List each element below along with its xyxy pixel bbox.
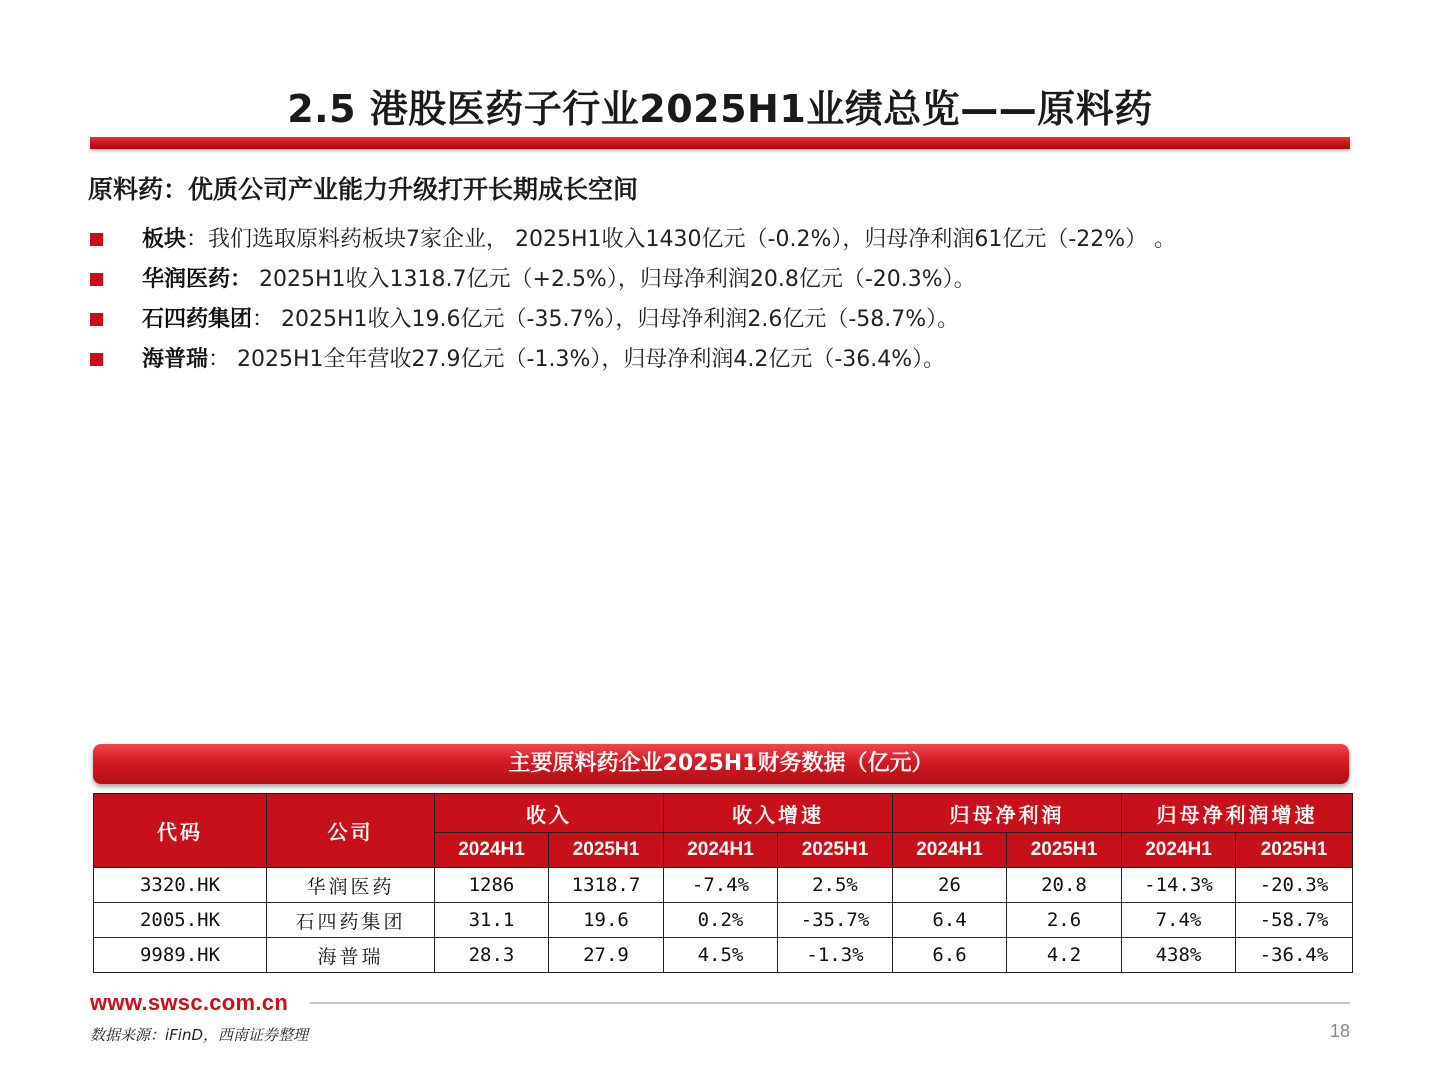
group-header-net-profit: 归母净利润 bbox=[893, 794, 1122, 833]
cell-value: 0.2% bbox=[664, 903, 778, 938]
bullet-label: 海普瑞 bbox=[142, 347, 209, 372]
period-header: 2025H1 bbox=[549, 833, 664, 868]
cell-value: 2.5% bbox=[778, 868, 893, 903]
cell-value: 7.4% bbox=[1122, 903, 1236, 938]
table-row bbox=[94, 938, 1353, 973]
cell-company: 石四药集团 bbox=[267, 903, 435, 938]
cell-code: 9989.HK bbox=[94, 938, 267, 973]
cell-value: -36.4% bbox=[1236, 938, 1353, 973]
cell-value: 1286 bbox=[435, 868, 549, 903]
group-header-net-profit-growth: 归母净利润增速 bbox=[1122, 794, 1353, 833]
cell-value: 27.9 bbox=[549, 938, 664, 973]
table-header-row bbox=[94, 794, 1353, 833]
period-header: 2025H1 bbox=[1236, 833, 1353, 868]
bullet-item bbox=[88, 222, 1358, 262]
cell-value: 20.8 bbox=[1007, 868, 1122, 903]
footer-logo-link[interactable]: www.swsc.com.cn bbox=[90, 990, 289, 1015]
cell-value: -1.3% bbox=[778, 938, 893, 973]
table-row bbox=[94, 868, 1353, 903]
cell-value: 19.6 bbox=[549, 903, 664, 938]
bullet-text: ： 2025H1收入19.6亿元（-35.7%），归母净利润2.6亿元（-58.7%）。 bbox=[252, 307, 960, 332]
period-header: 2025H1 bbox=[778, 833, 893, 868]
bullet-item bbox=[88, 342, 1358, 382]
cell-company: 海普瑞 bbox=[267, 938, 435, 973]
period-header: 2024H1 bbox=[893, 833, 1007, 868]
cell-value: 1318.7 bbox=[549, 868, 664, 903]
bullet-text: ： 2025H1全年营收27.9亿元（-1.3%），归母净利润4.2亿元（-36.4%）。 bbox=[208, 347, 946, 372]
group-header-revenue-growth: 收入增速 bbox=[664, 794, 893, 833]
table-row bbox=[94, 903, 1353, 938]
cell-code: 3320.HK bbox=[94, 868, 267, 903]
cell-value: 26 bbox=[893, 868, 1007, 903]
data-source-note: 数据来源：iFinD，西南证券整理 bbox=[90, 1026, 309, 1044]
bullet-label: 板块 bbox=[142, 227, 187, 252]
page-title: 2.5 港股医药子行业2025H1业绩总览——原料药 bbox=[287, 87, 1153, 131]
bullet-item bbox=[88, 262, 1358, 302]
cell-value: -20.3% bbox=[1236, 868, 1353, 903]
cell-company: 华润医药 bbox=[267, 868, 435, 903]
cell-value: -35.7% bbox=[778, 903, 893, 938]
bullet-square-icon bbox=[90, 233, 103, 246]
period-header: 2024H1 bbox=[1122, 833, 1236, 868]
page-number: 18 bbox=[1330, 1021, 1351, 1041]
footer-divider bbox=[310, 1002, 1350, 1004]
period-header: 2025H1 bbox=[1007, 833, 1122, 868]
bullet-text: 2025H1收入1318.7亿元（+2.5%），归母净利润20.8亿元（-20.3%）。 bbox=[252, 267, 976, 292]
bullet-text: ：我们选取原料药板块7家企业， 2025H1收入1430亿元（-0.2%），归母净利润61亿元（-22%） 。 bbox=[186, 227, 1177, 252]
bullet-label: 石四药集团 bbox=[142, 307, 253, 332]
cell-value: 4.5% bbox=[664, 938, 778, 973]
cell-value: -14.3% bbox=[1122, 868, 1236, 903]
cell-value: -58.7% bbox=[1236, 903, 1353, 938]
cell-value: 4.2 bbox=[1007, 938, 1122, 973]
cell-value: 2.6 bbox=[1007, 903, 1122, 938]
cell-code: 2005.HK bbox=[94, 903, 267, 938]
bullet-label: 华润医药： bbox=[142, 267, 253, 292]
financial-table bbox=[93, 793, 1353, 973]
section-subtitle: 原料药：优质公司产业能力升级打开长期成长空间 bbox=[88, 175, 639, 204]
bullet-item bbox=[88, 302, 1358, 342]
bullet-list bbox=[88, 222, 1358, 382]
cell-value: 438% bbox=[1122, 938, 1236, 973]
title-divider bbox=[90, 137, 1350, 149]
cell-value: -7.4% bbox=[664, 868, 778, 903]
group-header-revenue: 收入 bbox=[435, 794, 664, 833]
col-header-code: 代码 bbox=[94, 794, 267, 868]
table-banner: 主要原料药企业2025H1财务数据（亿元） bbox=[93, 744, 1349, 784]
cell-value: 6.4 bbox=[893, 903, 1007, 938]
bullet-square-icon bbox=[90, 313, 103, 326]
cell-value: 28.3 bbox=[435, 938, 549, 973]
col-header-company: 公司 bbox=[267, 794, 435, 868]
cell-value: 31.1 bbox=[435, 903, 549, 938]
period-header: 2024H1 bbox=[664, 833, 778, 868]
period-header: 2024H1 bbox=[435, 833, 549, 868]
bullet-square-icon bbox=[90, 273, 103, 286]
cell-value: 6.6 bbox=[893, 938, 1007, 973]
bullet-square-icon bbox=[90, 353, 103, 366]
